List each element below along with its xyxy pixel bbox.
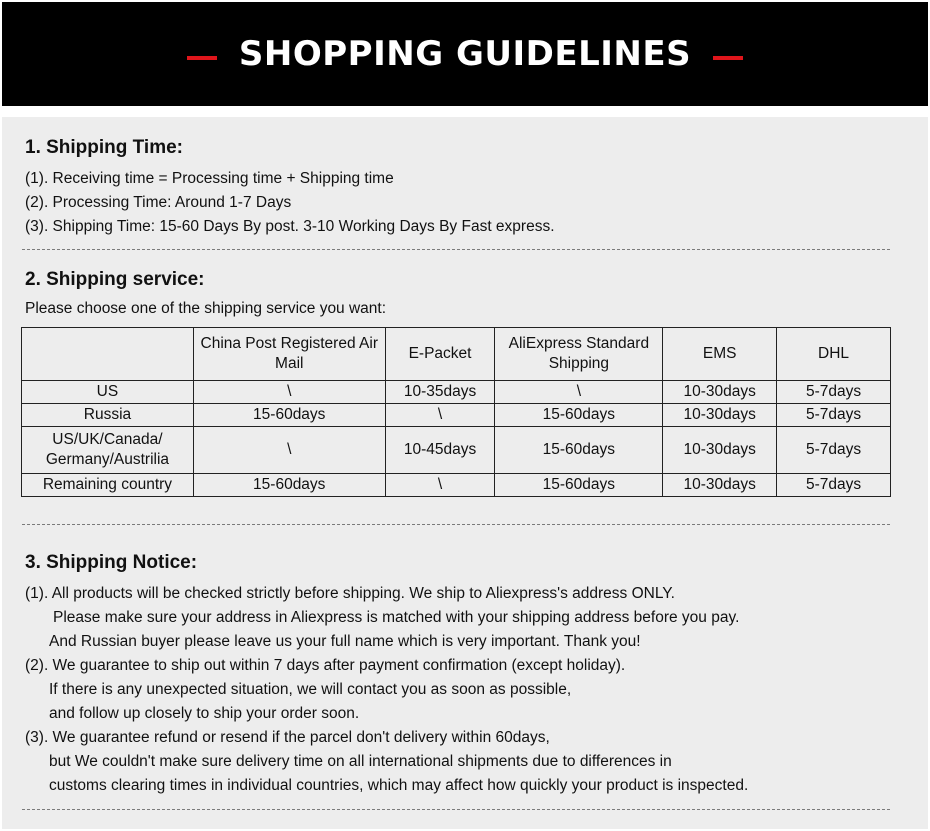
right-red-dash xyxy=(713,56,743,60)
notice-line: but We couldn't make sure delivery time on all international shipments due to differences in xyxy=(49,753,672,770)
divider xyxy=(22,809,890,810)
table-cell: 15-60days xyxy=(495,474,663,497)
table-cell: 10-30days xyxy=(663,427,777,474)
shipping-time-line-2: (2). Processing Time: Around 1-7 Days xyxy=(25,194,292,211)
table-cell: 5-7days xyxy=(777,381,891,404)
table-cell: 5-7days xyxy=(777,427,891,474)
divider xyxy=(22,249,890,250)
table-header-cell: China Post Registered Air Mail xyxy=(193,328,385,381)
table-cell: US xyxy=(22,381,194,404)
notice-line: (2). We guarantee to ship out within 7 days after payment confirmation (except holiday). xyxy=(25,657,626,674)
table-cell: 10-30days xyxy=(663,474,777,497)
table-cell: 15-60days xyxy=(495,404,663,427)
table-row xyxy=(22,427,891,474)
notice-line: customs clearing times in individual countries, which may affect how quickly your product is inspected. xyxy=(49,777,749,794)
table-header-cell xyxy=(22,328,194,381)
left-red-dash xyxy=(187,56,217,60)
table-cell: \ xyxy=(385,474,495,497)
shipping-time-line-3: (3). Shipping Time: 15-60 Days By post. 3-10 Working Days By Fast express. xyxy=(25,218,555,235)
table-cell: 5-7days xyxy=(777,474,891,497)
shipping-notice-title: 3. Shipping Notice: xyxy=(25,552,198,573)
notice-line: (3). We guarantee refund or resend if the parcel don't delivery within 60days, xyxy=(25,729,550,746)
notice-line: Please make sure your address in Aliexpress is matched with your shipping address before you pay. xyxy=(53,609,740,626)
notice-line: and follow up closely to ship your order soon. xyxy=(49,705,360,722)
shipping-service-title: 2. Shipping service: xyxy=(25,269,205,290)
guidelines-panel xyxy=(2,117,928,829)
table-cell: \ xyxy=(385,404,495,427)
table-cell: \ xyxy=(193,427,385,474)
table-row xyxy=(22,474,891,497)
table-header-cell: AliExpress Standard Shipping xyxy=(495,328,663,381)
table-cell: 15-60days xyxy=(193,404,385,427)
table-row xyxy=(22,404,891,427)
table-cell: 10-45days xyxy=(385,427,495,474)
table-cell: 15-60days xyxy=(193,474,385,497)
table-cell: 5-7days xyxy=(777,404,891,427)
shipping-service-intro: Please choose one of the shipping service you want: xyxy=(25,300,387,317)
table-header-cell: DHL xyxy=(777,328,891,381)
table-header-cell: E-Packet xyxy=(385,328,495,381)
table-cell: Remaining country xyxy=(22,474,194,497)
notice-line: And Russian buyer please leave us your full name which is very important. Thank you! xyxy=(49,633,641,650)
notice-line: (1). All products will be checked strictly before shipping. We ship to Aliexpress's address ONLY. xyxy=(25,585,675,602)
table-header-cell: EMS xyxy=(663,328,777,381)
shipping-time-title: 1. Shipping Time: xyxy=(25,137,183,158)
table-header-row xyxy=(22,328,891,381)
notice-line: If there is any unexpected situation, we will contact you as soon as possible, xyxy=(49,681,572,698)
table-cell: 10-30days xyxy=(663,381,777,404)
shipping-service-table xyxy=(21,327,891,497)
table-cell: 10-35days xyxy=(385,381,495,404)
table-cell: Russia xyxy=(22,404,194,427)
table-cell: \ xyxy=(193,381,385,404)
table-cell: \ xyxy=(495,381,663,404)
shipping-time-line-1: (1). Receiving time = Processing time + Shipping time xyxy=(25,170,394,187)
header-banner xyxy=(2,2,928,106)
table-cell: 10-30days xyxy=(663,404,777,427)
divider xyxy=(22,524,890,525)
page-title: SHOPPING GUIDELINES xyxy=(238,34,692,74)
table-row xyxy=(22,381,891,404)
table-cell: US/UK/Canada/ Germany/Austrilia xyxy=(22,427,194,474)
table-cell: 15-60days xyxy=(495,427,663,474)
